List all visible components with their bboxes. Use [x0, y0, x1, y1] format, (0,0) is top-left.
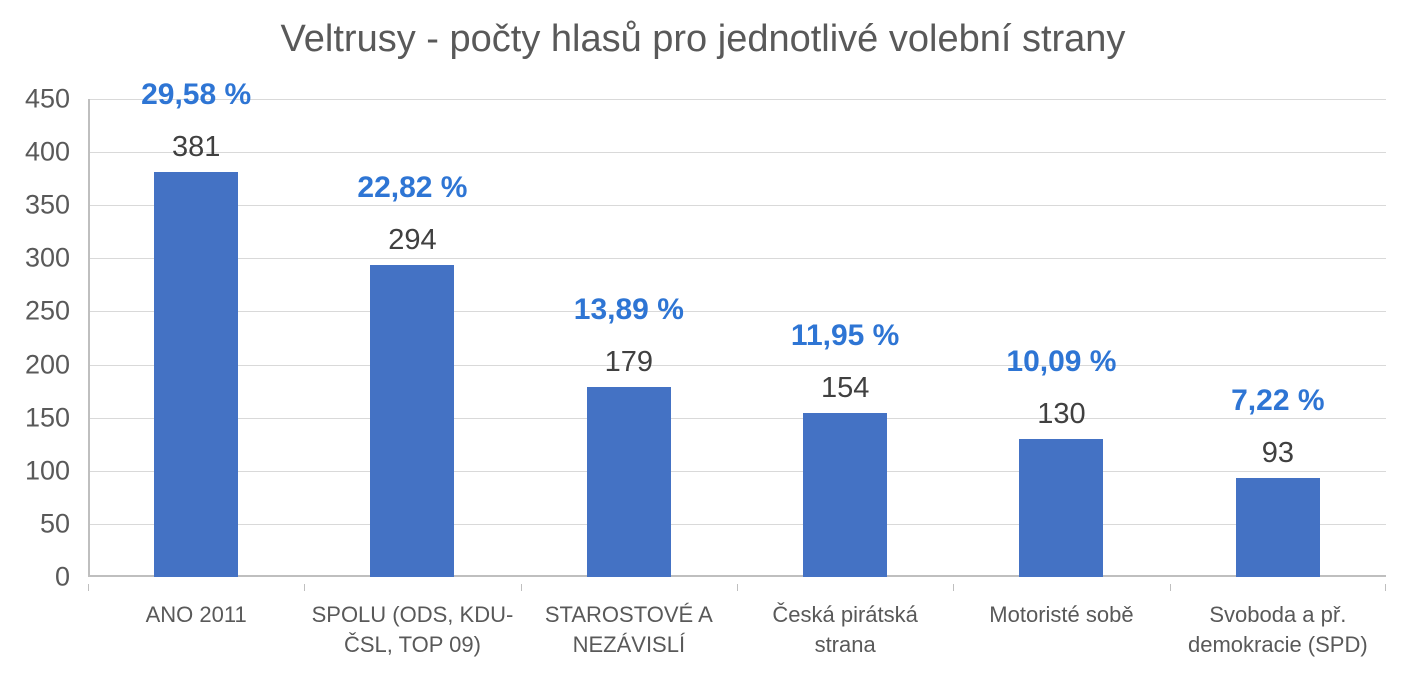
- x-category-label: [304, 600, 520, 660]
- x-category-label: [88, 600, 304, 630]
- bar-value-label: 294: [388, 223, 437, 256]
- y-tick-label: 100: [24, 455, 70, 486]
- bar-group: [88, 78, 304, 577]
- x-category-label: [953, 600, 1169, 630]
- bar-group: [304, 99, 520, 577]
- bar[interactable]: [803, 413, 887, 577]
- x-axis-labels: [88, 584, 1386, 674]
- bar-group: [521, 99, 737, 577]
- x-axis-tick: [304, 584, 305, 591]
- bar-value-label: 179: [604, 345, 654, 378]
- bar[interactable]: [370, 265, 454, 577]
- bar-percent-label: 29,58 %: [141, 78, 252, 112]
- y-tick-label: 450: [24, 83, 70, 114]
- x-axis-tick: [521, 584, 522, 591]
- x-category-label: [1170, 600, 1386, 660]
- y-tick-label: 0: [54, 561, 70, 592]
- x-axis-tick: [953, 584, 954, 591]
- bar-percent-label: 13,89 %: [573, 292, 684, 326]
- x-category-line: Česká pirátská: [772, 602, 918, 627]
- x-category-line: STAROSTOVÉ A: [544, 602, 713, 627]
- x-category-line: NEZÁVISLÍ: [572, 632, 686, 657]
- bar-value-label: 93: [1261, 437, 1294, 470]
- bar-value-label: 381: [171, 131, 221, 164]
- x-axis-tick: [737, 584, 738, 591]
- x-axis-tick: [88, 584, 89, 591]
- y-axis-labels: [0, 83, 80, 592]
- bar-percent-label: 7,22 %: [1231, 384, 1325, 418]
- bar[interactable]: [1019, 439, 1103, 577]
- y-tick-label: 150: [24, 402, 70, 433]
- bar-group: [1170, 99, 1386, 577]
- bar[interactable]: [1236, 478, 1320, 577]
- x-category-line: demokracie (SPD): [1187, 632, 1368, 657]
- x-category-label: [521, 600, 737, 660]
- x-axis-tick: [1170, 584, 1171, 591]
- x-category-line: strana: [814, 632, 876, 657]
- y-tick-label: 200: [24, 349, 70, 380]
- y-tick-label: 250: [24, 295, 70, 326]
- x-category-label: [737, 600, 953, 660]
- x-category-line: ANO 2011: [145, 602, 247, 627]
- bar-value-label: 130: [1037, 397, 1086, 430]
- bar-percent-label: 11,95 %: [790, 319, 900, 353]
- bar-percent-label: 22,82 %: [357, 170, 468, 204]
- y-tick-label: 50: [39, 508, 70, 539]
- x-category-line: SPOLU (ODS, KDU-: [311, 602, 514, 627]
- chart-title: Veltrusy - počty hlasů pro jednotlivé volební strany: [280, 18, 1126, 60]
- x-category-line: Motoristé sobě: [989, 602, 1134, 627]
- y-tick-label: 300: [24, 242, 70, 273]
- x-category-line: ČSL, TOP 09): [343, 632, 481, 657]
- bar-value-label: 154: [820, 372, 870, 405]
- bars-layer: [88, 78, 1386, 577]
- bar-group: [737, 99, 953, 577]
- x-axis-tick: [1385, 584, 1386, 591]
- bar[interactable]: [154, 172, 238, 577]
- bar-group: [953, 99, 1169, 577]
- y-tick-label: 350: [24, 189, 70, 220]
- x-category-line: Svoboda a př.: [1209, 602, 1347, 627]
- bar-percent-label: 10,09 %: [1006, 344, 1117, 378]
- y-tick-label: 400: [24, 136, 70, 167]
- bar[interactable]: [587, 387, 671, 577]
